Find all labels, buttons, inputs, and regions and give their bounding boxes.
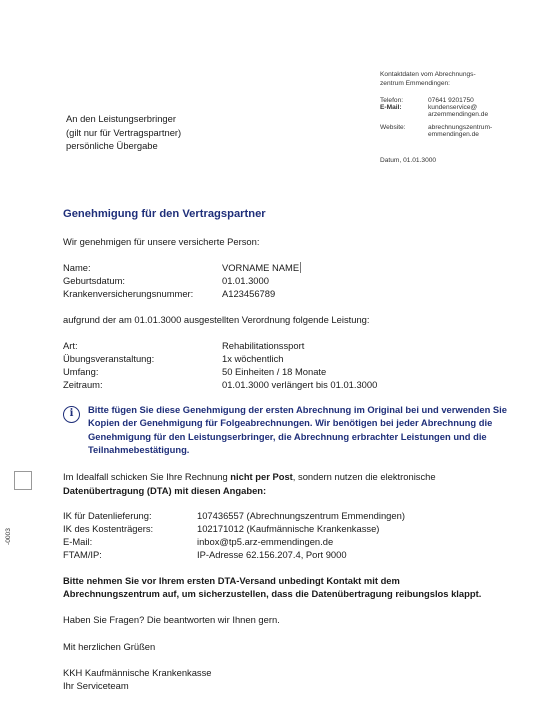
- contact-note-line1: Bitte nehmen Sie vor Ihrem ersten DTA-Versand unbedingt Kontakt mit dem: [63, 575, 400, 586]
- text-cursor: [300, 262, 301, 273]
- contact-note-line2: Abrechnungszentrum auf, um sicherzustellen, dass die Datenübertragung reibungslos klappt.: [63, 588, 482, 599]
- service-period-label: Zeitraum:: [63, 379, 103, 390]
- contact-phone-value: 07641 9201750: [428, 97, 474, 104]
- contact-website-label: Website:: [380, 124, 406, 131]
- sender-line2: Ihr Serviceteam: [63, 680, 129, 691]
- dta-ftam-value: IP-Adresse 62.156.207.4, Port 9000: [197, 549, 347, 560]
- dta-intro-part-a: Im Idealfall schicken Sie Ihre Rechnung: [63, 471, 231, 482]
- contact-heading-line1: Kontaktdaten vom Abrechnungs-: [380, 71, 476, 78]
- service-frequency-label: Übungsveranstaltung:: [63, 353, 155, 364]
- dta-intro-line2: Datenübertragung (DTA) mit diesen Angaben:: [63, 485, 267, 496]
- service-type-label: Art:: [63, 340, 78, 351]
- service-type-value: Rehabilitationssport: [222, 340, 305, 351]
- side-checkbox-mark: [14, 471, 32, 490]
- sender-line1: KKH Kaufmännische Krankenkasse: [63, 667, 212, 678]
- contact-email-value-line2: arzemmendingen.de: [428, 111, 489, 119]
- service-scope-label: Umfang:: [63, 366, 99, 377]
- dta-email-label: E-Mail:: [63, 536, 93, 547]
- contact-website-value-line2: emmendingen.de: [428, 131, 479, 139]
- letter-title: Genehmigung für den Vertragspartner: [63, 208, 266, 220]
- service-scope-value: 50 Einheiten / 18 Monate: [222, 366, 327, 377]
- recipient-line1: An den Leistungserbringer: [66, 113, 176, 124]
- person-name-label: Name:: [63, 262, 91, 273]
- letter-basis: aufgrund der am 01.01.3000 ausgestellten Verordnung folgende Leistung:: [63, 314, 370, 325]
- side-code: -0003: [5, 528, 12, 545]
- notice-text: Bitte fügen Sie diese Genehmigung der ersten Abrechnung im Original bei und verwenden Sie Kopien der Genehmigung für Folgeabrechnungen. Wir benötigen bei jeder Abrechnung die Genehmigung für den Leistungserbringer, die Abrechnung erbrachter Leistungen und die Teilnahmebestätigung.: [88, 404, 507, 456]
- person-insurance-number-label: Krankenversicherungsnummer:: [63, 288, 194, 299]
- dta-intro-line1: [63, 471, 436, 482]
- contact-heading: [380, 71, 530, 88]
- contact-email-value-line1: kundenservice@: [428, 104, 478, 111]
- person-birthdate-value: 01.01.3000: [222, 275, 269, 286]
- recipient-line3: persönliche Übergabe: [66, 140, 158, 152]
- contact-email-label: E-Mail:: [380, 104, 402, 111]
- contact-website-value: [428, 124, 528, 139]
- dta-intro-part-c: , sondern nutzen die elektronische: [292, 471, 436, 482]
- dta-ftam-label: FTAM/IP:: [63, 549, 102, 560]
- letter-intro: Wir genehmigen für unsere versicherte Person:: [63, 236, 260, 247]
- questions-line: Haben Sie Fragen? Die beantworten wir Ihnen gern.: [63, 614, 280, 625]
- contact-phone-label: Telefon:: [380, 97, 404, 104]
- contact-website-value-line1: abrechnungszentrum-: [428, 124, 493, 131]
- letter-date: Datum, 01.01.3000: [380, 157, 437, 164]
- dta-ik-payer-value: 102171012 (Kaufmännische Krankenkasse): [197, 523, 380, 534]
- dta-email-value: inbox@tp5.arz-emmendingen.de: [197, 536, 334, 547]
- person-name-value-wrap: [222, 262, 301, 273]
- greeting-line: Mit herzlichen Grüßen: [63, 641, 156, 652]
- info-icon: i: [63, 406, 80, 423]
- contact-heading-line2: zentrum Emmendingen:: [380, 79, 451, 87]
- person-birthdate-label: Geburtsdatum:: [63, 275, 126, 286]
- service-period-value: 01.01.3000 verlängert bis 01.01.3000: [222, 379, 378, 390]
- person-name-value: VORNAME NAME: [222, 262, 300, 273]
- dta-ik-delivery-value: 107436557 (Abrechnungszentrum Emmendingen): [197, 510, 405, 521]
- dta-ik-payer-label: IK des Kostenträgers:: [63, 523, 154, 534]
- recipient-line2: (gilt nur für Vertragspartner): [66, 126, 182, 138]
- service-frequency-value: 1x wöchentlich: [222, 353, 284, 364]
- dta-ik-delivery-label: IK für Datenlieferung:: [63, 510, 152, 521]
- contact-email-value: [428, 104, 528, 119]
- recipient-address: [66, 112, 181, 153]
- person-insurance-number-value: A123456789: [222, 288, 276, 299]
- dta-intro-part-b: nicht per Post: [230, 471, 293, 482]
